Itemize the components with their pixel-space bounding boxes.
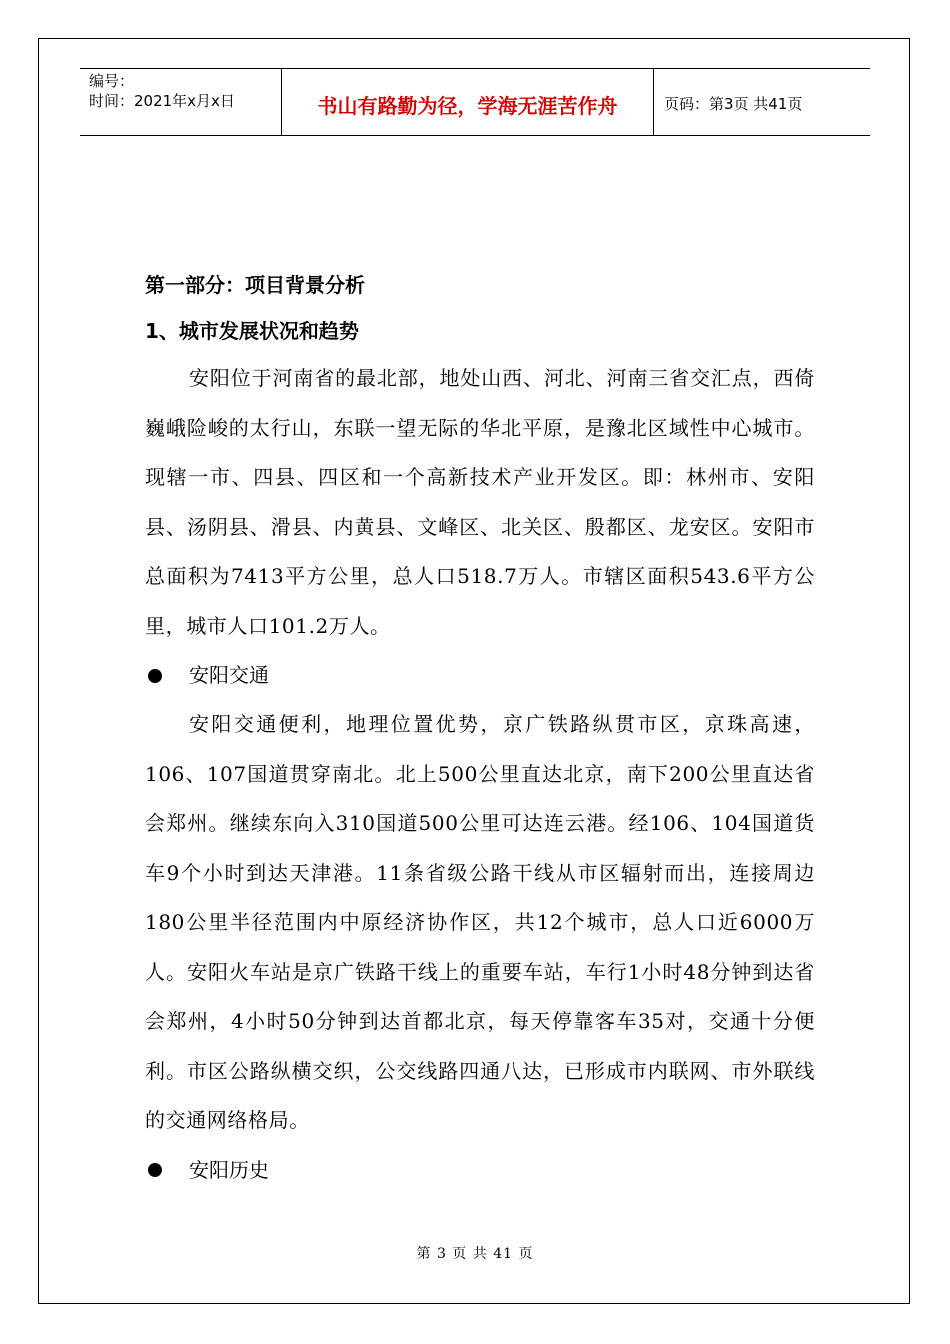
page-footer: 第 3 页 共 41 页 (416, 1246, 534, 1262)
bullet-dot-icon (148, 1163, 162, 1177)
part-title: 第一部分：项目背景分析 (145, 273, 365, 297)
bullet-history-label: 安阳历史 (189, 1157, 269, 1182)
bullet-traffic (145, 651, 815, 700)
header-page-info: 页码：第3页 共41页 (664, 94, 803, 113)
bullet-history (145, 1146, 815, 1195)
header-motto: 书山有路勤为径，学海无涯苦作舟 (282, 69, 654, 135)
document-body (145, 262, 815, 1195)
section-title: 1、城市发展状况和趋势 (145, 319, 359, 343)
bullet-traffic-label: 安阳交通 (189, 663, 269, 687)
document-number-label: 编号： (89, 72, 135, 90)
header-meta (80, 69, 282, 135)
bullet-dot-icon (148, 669, 162, 683)
page-header (80, 68, 870, 136)
paragraph-traffic: 安阳交通便利，地理位置优势，京广铁路纵贯市区，京珠高速，106、107国道贯穿南北。北上500公里直达北京，南下200公里直达省会郑州。继续东向入310国道500公里可达连云港。经106、104国道货车9个小时到达天津港。11条省级公路干线从市区辐射而出，连接周边180公里半径范围内中原经济协作区，共12个城市，总人口近6000万人。安阳火车站是京广铁路干线上的重要车站，车行1小时48分钟到达省会郑州，4小时50分钟到达首都北京，每天停靠客车35对，交通十分便利。市区公路纵横交织，公交线路四通八达，已形成市内联网、市外联线的交通网络格局。 (145, 712, 815, 1132)
paragraph-intro: 安阳位于河南省的最北部，地处山西、河北、河南三省交汇点，西倚巍峨险峻的太行山，东联一望无际的华北平原，是豫北区域性中心城市。现辖一市、四县、四区和一个高新技术产业开发区。即：林州市、安阳县、汤阴县、滑县、内黄县、文峰区、北关区、殷都区、龙安区。安阳市总面积为7413平方公里，总人口518.7万人。市辖区面积543.6平方公里，城市人口101.2万人。 (145, 366, 815, 638)
document-time-label: 时间：2021年x月x日 (89, 92, 235, 110)
